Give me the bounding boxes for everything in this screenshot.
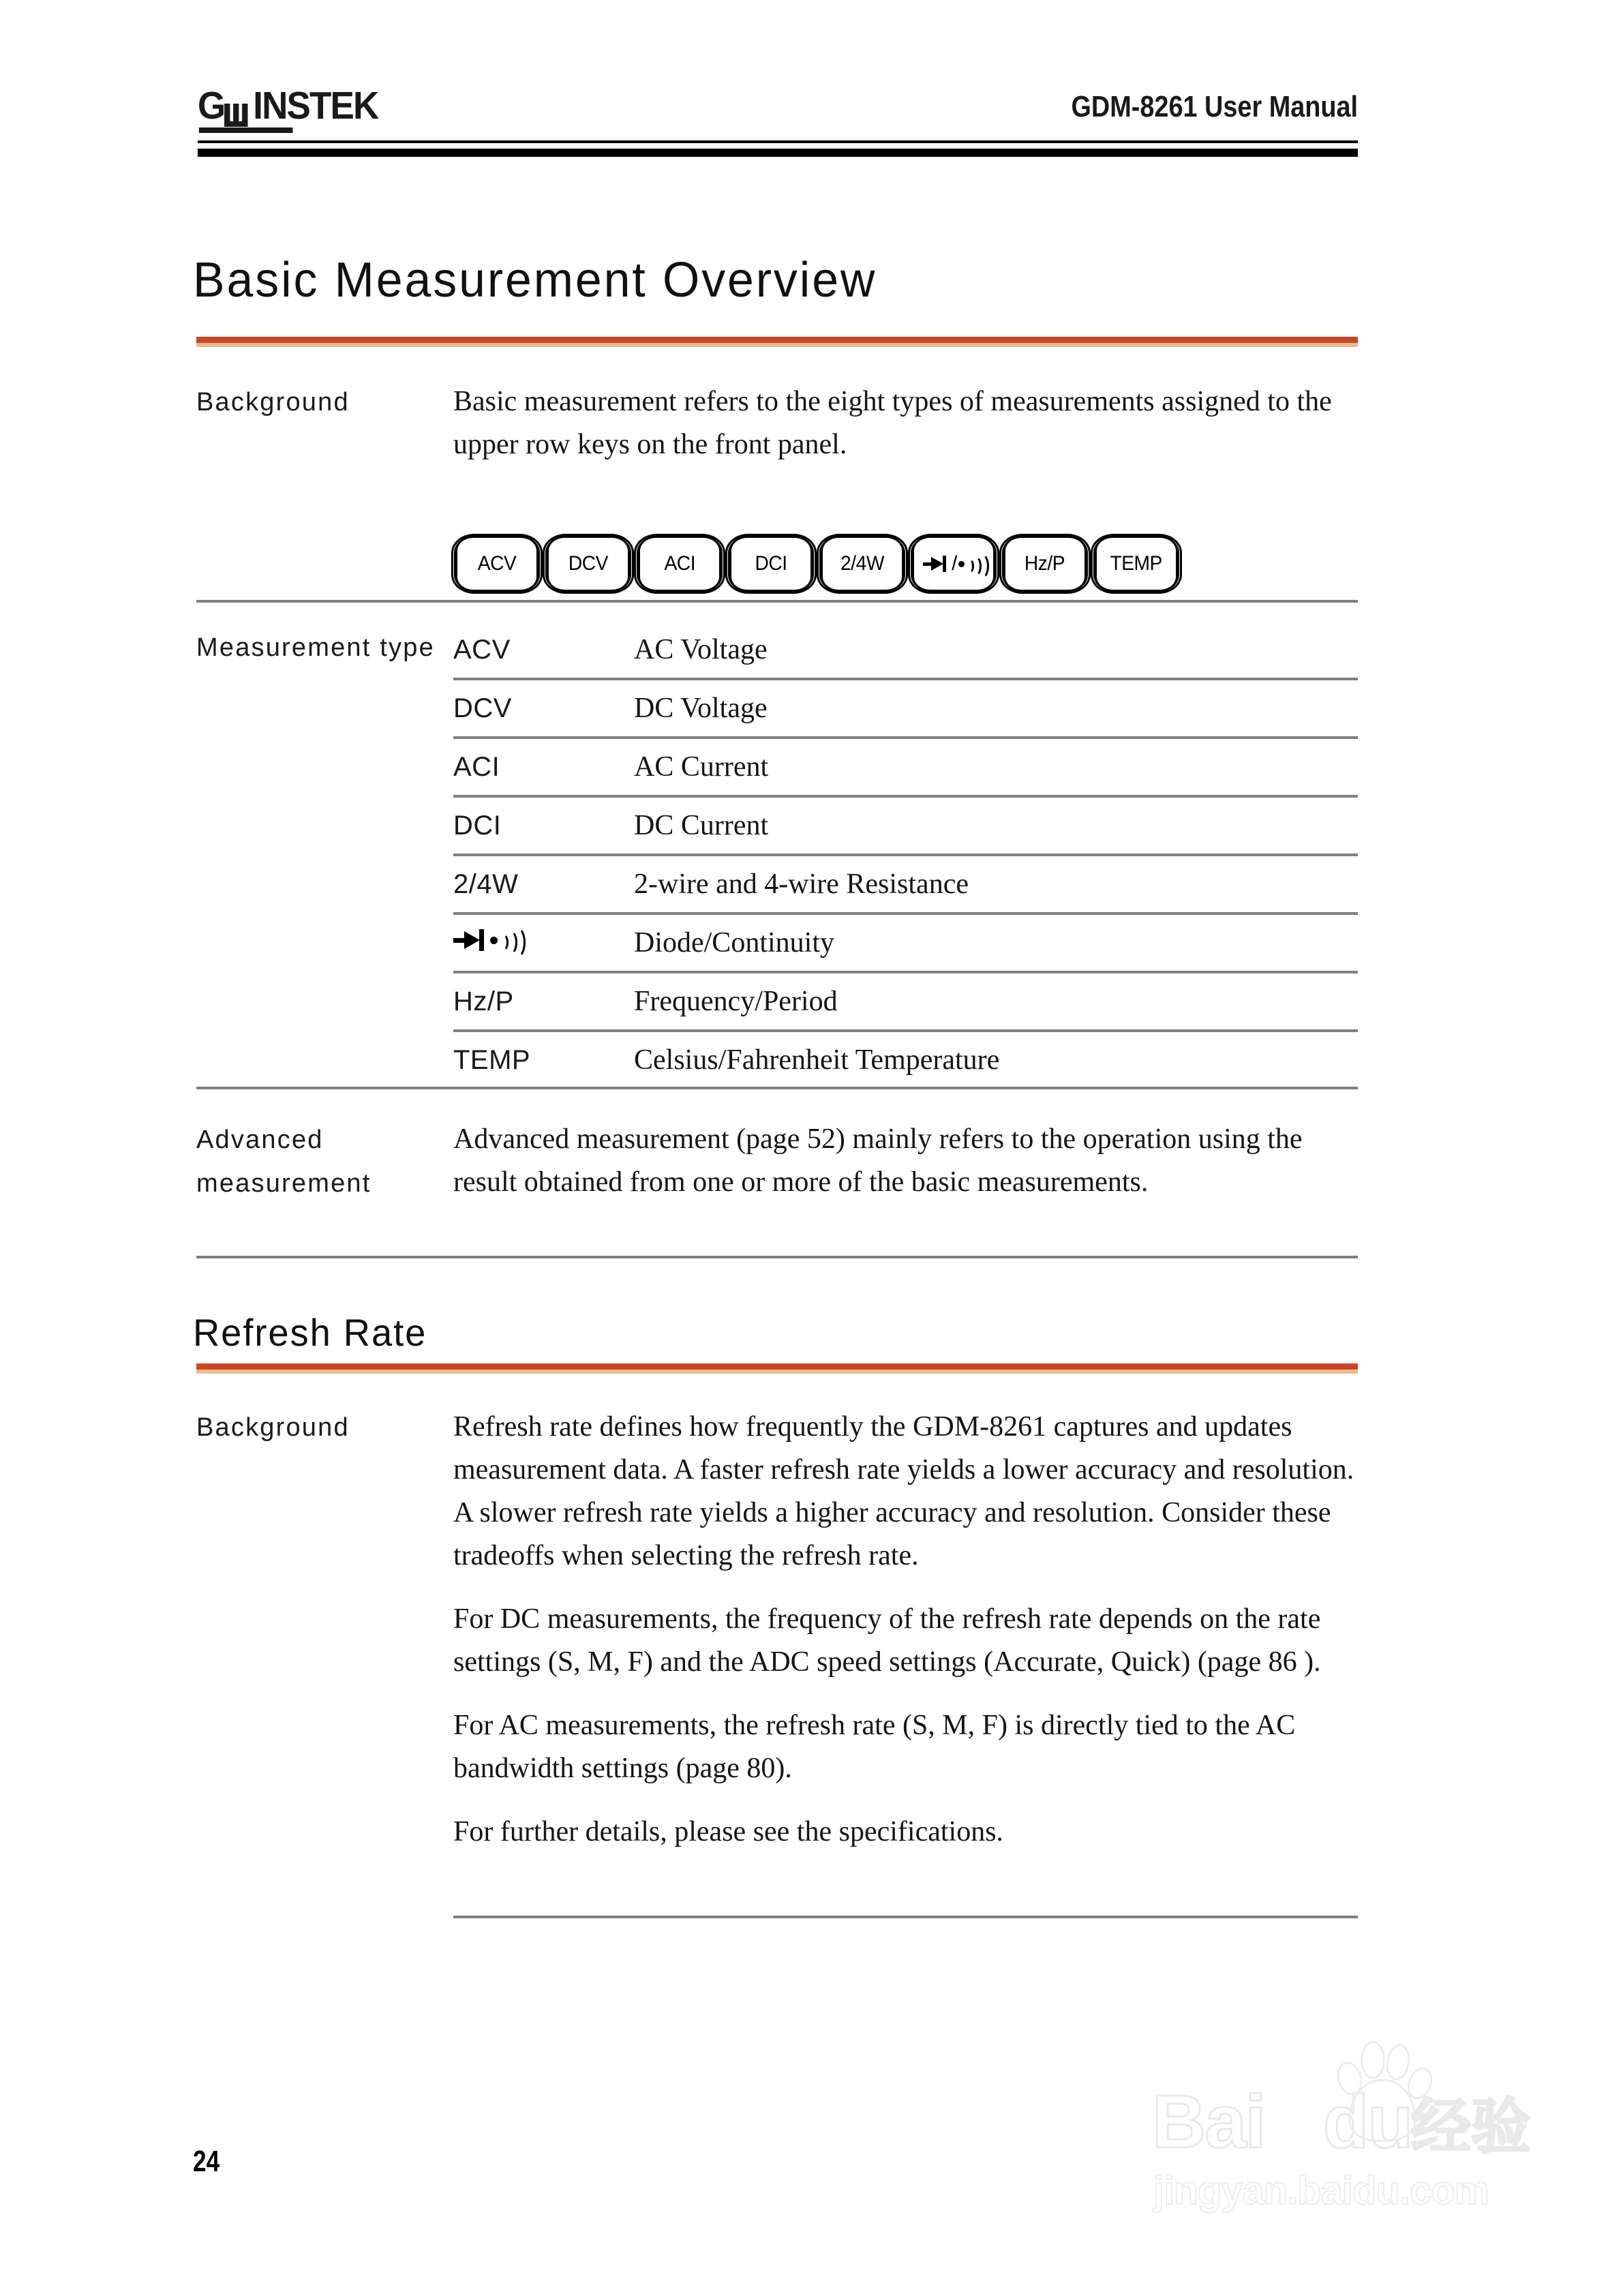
table-cell-description: 2-wire and 4-wire Resistance (634, 868, 969, 900)
header-rule-thin (198, 140, 1358, 143)
table-cell-term: DCI (453, 810, 502, 841)
diode-icon (923, 554, 950, 574)
section-accent-rule-1 (196, 337, 1358, 347)
table-row (453, 1032, 1358, 1088)
table-row (453, 915, 1358, 973)
section-heading-basic-measurement-overview: Basic Measurement Overview (193, 253, 877, 307)
diode-continuity-icon (923, 552, 984, 575)
text-background-refresh-rate (453, 1406, 1360, 1854)
accent-band-bottom (196, 343, 1358, 347)
gw-instek-logo (198, 86, 378, 128)
logo-instek-text: INSTEK (253, 84, 378, 127)
measurement-type-table (453, 622, 1358, 1088)
gw-w-glyph-icon (224, 100, 252, 130)
key-label: Hz/P (1025, 552, 1065, 575)
table-cell-term: 2/4W (453, 868, 519, 899)
table-cell-description: AC Current (634, 751, 769, 783)
paragraph: For further details, please see the specifications. (453, 1816, 1004, 1847)
paragraph: For DC measurements, the frequency of the refresh rate depends on the rate settings (S, M, F) and the ADC speed settings (Accurate, Quick) (page 86 ). (453, 1603, 1321, 1678)
diode-continuity-icon (453, 925, 521, 955)
table-row (453, 680, 1358, 739)
key-label: ACI (664, 552, 695, 575)
table-cell-description: AC Voltage (634, 634, 768, 665)
key-hz-p[interactable] (1003, 536, 1087, 592)
watermark-brand (1152, 2080, 1412, 2164)
table-cell-description: Diode/Continuity (634, 927, 834, 958)
label-background-refresh-rate: Background (196, 1413, 350, 1442)
accent-band-bottom (196, 1370, 1358, 1374)
text-background-basic (453, 380, 1360, 466)
paragraph: For AC measurements, the refresh rate (S, M, F) is directly tied to the AC bandwidth settings (page 80). (453, 1710, 1296, 1784)
continuity-icon (958, 554, 984, 574)
key-dcv[interactable] (547, 536, 630, 592)
label-background-basic: Background (196, 388, 350, 417)
paragraph: Refresh rate defines how frequently the GDM-8261 captures and updates measurement data. A faster refresh rate yields a lower accuracy and resolution. A slower refresh rate yields a higher accuracy and resolution. Consider these tradeoffs when selecting the refresh rate. (453, 1411, 1354, 1571)
label-advanced-measurement: Advanced measurement (196, 1126, 371, 1198)
key-diode-continuity[interactable] (912, 536, 995, 592)
watermark-brand-suffix: du (1322, 2080, 1412, 2164)
table-cell-description: DC Voltage (634, 693, 768, 724)
key-dci[interactable] (729, 536, 813, 592)
divider-above-measurement-type (196, 600, 1358, 603)
key-label: DCI (755, 552, 787, 575)
text-advanced-measurement (453, 1118, 1360, 1204)
watermark-url: jingyan.baidu.com (1153, 2169, 1489, 2213)
paragraph: Basic measurement refers to the eight types of measurements assigned to the upper row keys on the front panel. (453, 386, 1332, 460)
section-accent-rule-2 (196, 1363, 1358, 1374)
table-row (453, 622, 1358, 680)
table-cell-description: DC Current (634, 810, 769, 841)
accent-band-top (196, 1363, 1358, 1370)
divider-above-advanced-measurement (196, 1087, 1358, 1089)
key-label: ACV (477, 552, 517, 575)
table-row (453, 856, 1358, 915)
logo-g-letter: G (198, 84, 225, 127)
key-label: TEMP (1110, 552, 1163, 575)
watermark-brand-prefix: Bai (1152, 2080, 1265, 2164)
table-cell-term: ACV (453, 634, 511, 665)
table-cell-description: Frequency/Period (634, 986, 838, 1017)
header-rule-thick (198, 149, 1358, 157)
page-header (198, 80, 1358, 162)
key-aci[interactable] (638, 536, 721, 592)
label-measurement-type: Measurement type (196, 633, 435, 662)
page-number: 24 (193, 2145, 220, 2178)
continuity-icon (490, 926, 521, 954)
front-panel-key-row (455, 536, 1178, 592)
watermark-chinese-text: 经验 (1411, 2091, 1532, 2162)
accent-band-top (196, 337, 1358, 343)
table-cell-term (453, 925, 634, 961)
divider-below-refresh-rate (453, 1916, 1358, 1918)
paragraph: Advanced measurement (page 52) mainly refers to the operation using the result obtained from one or more of the basic measurements. (453, 1123, 1303, 1198)
table-cell-term: Hz/P (453, 986, 514, 1016)
table-cell-term: ACI (453, 751, 500, 782)
table-cell-term: TEMP (453, 1044, 531, 1075)
table-row (453, 973, 1358, 1032)
table-cell-term: DCV (453, 693, 512, 723)
key-2-4w[interactable] (821, 536, 904, 592)
key-label: 2/4W (840, 552, 884, 575)
baidu-paw-icon (1324, 2037, 1433, 2139)
table-cell-description: Celsius/Fahrenheit Temperature (634, 1044, 1000, 1076)
key-acv[interactable] (455, 536, 539, 592)
table-row (453, 739, 1358, 798)
slash-separator: / (952, 552, 957, 575)
key-temp[interactable] (1095, 536, 1178, 592)
header-title: GDM-8261 User Manual (1071, 90, 1358, 123)
baidu-watermark (1152, 2031, 1588, 2236)
logo-underbar (199, 127, 293, 133)
table-row (453, 798, 1358, 856)
divider-below-advanced-measurement (196, 1256, 1358, 1258)
key-label: DCV (568, 552, 609, 575)
section-heading-refresh-rate: Refresh Rate (193, 1311, 427, 1354)
diode-icon (453, 926, 489, 954)
